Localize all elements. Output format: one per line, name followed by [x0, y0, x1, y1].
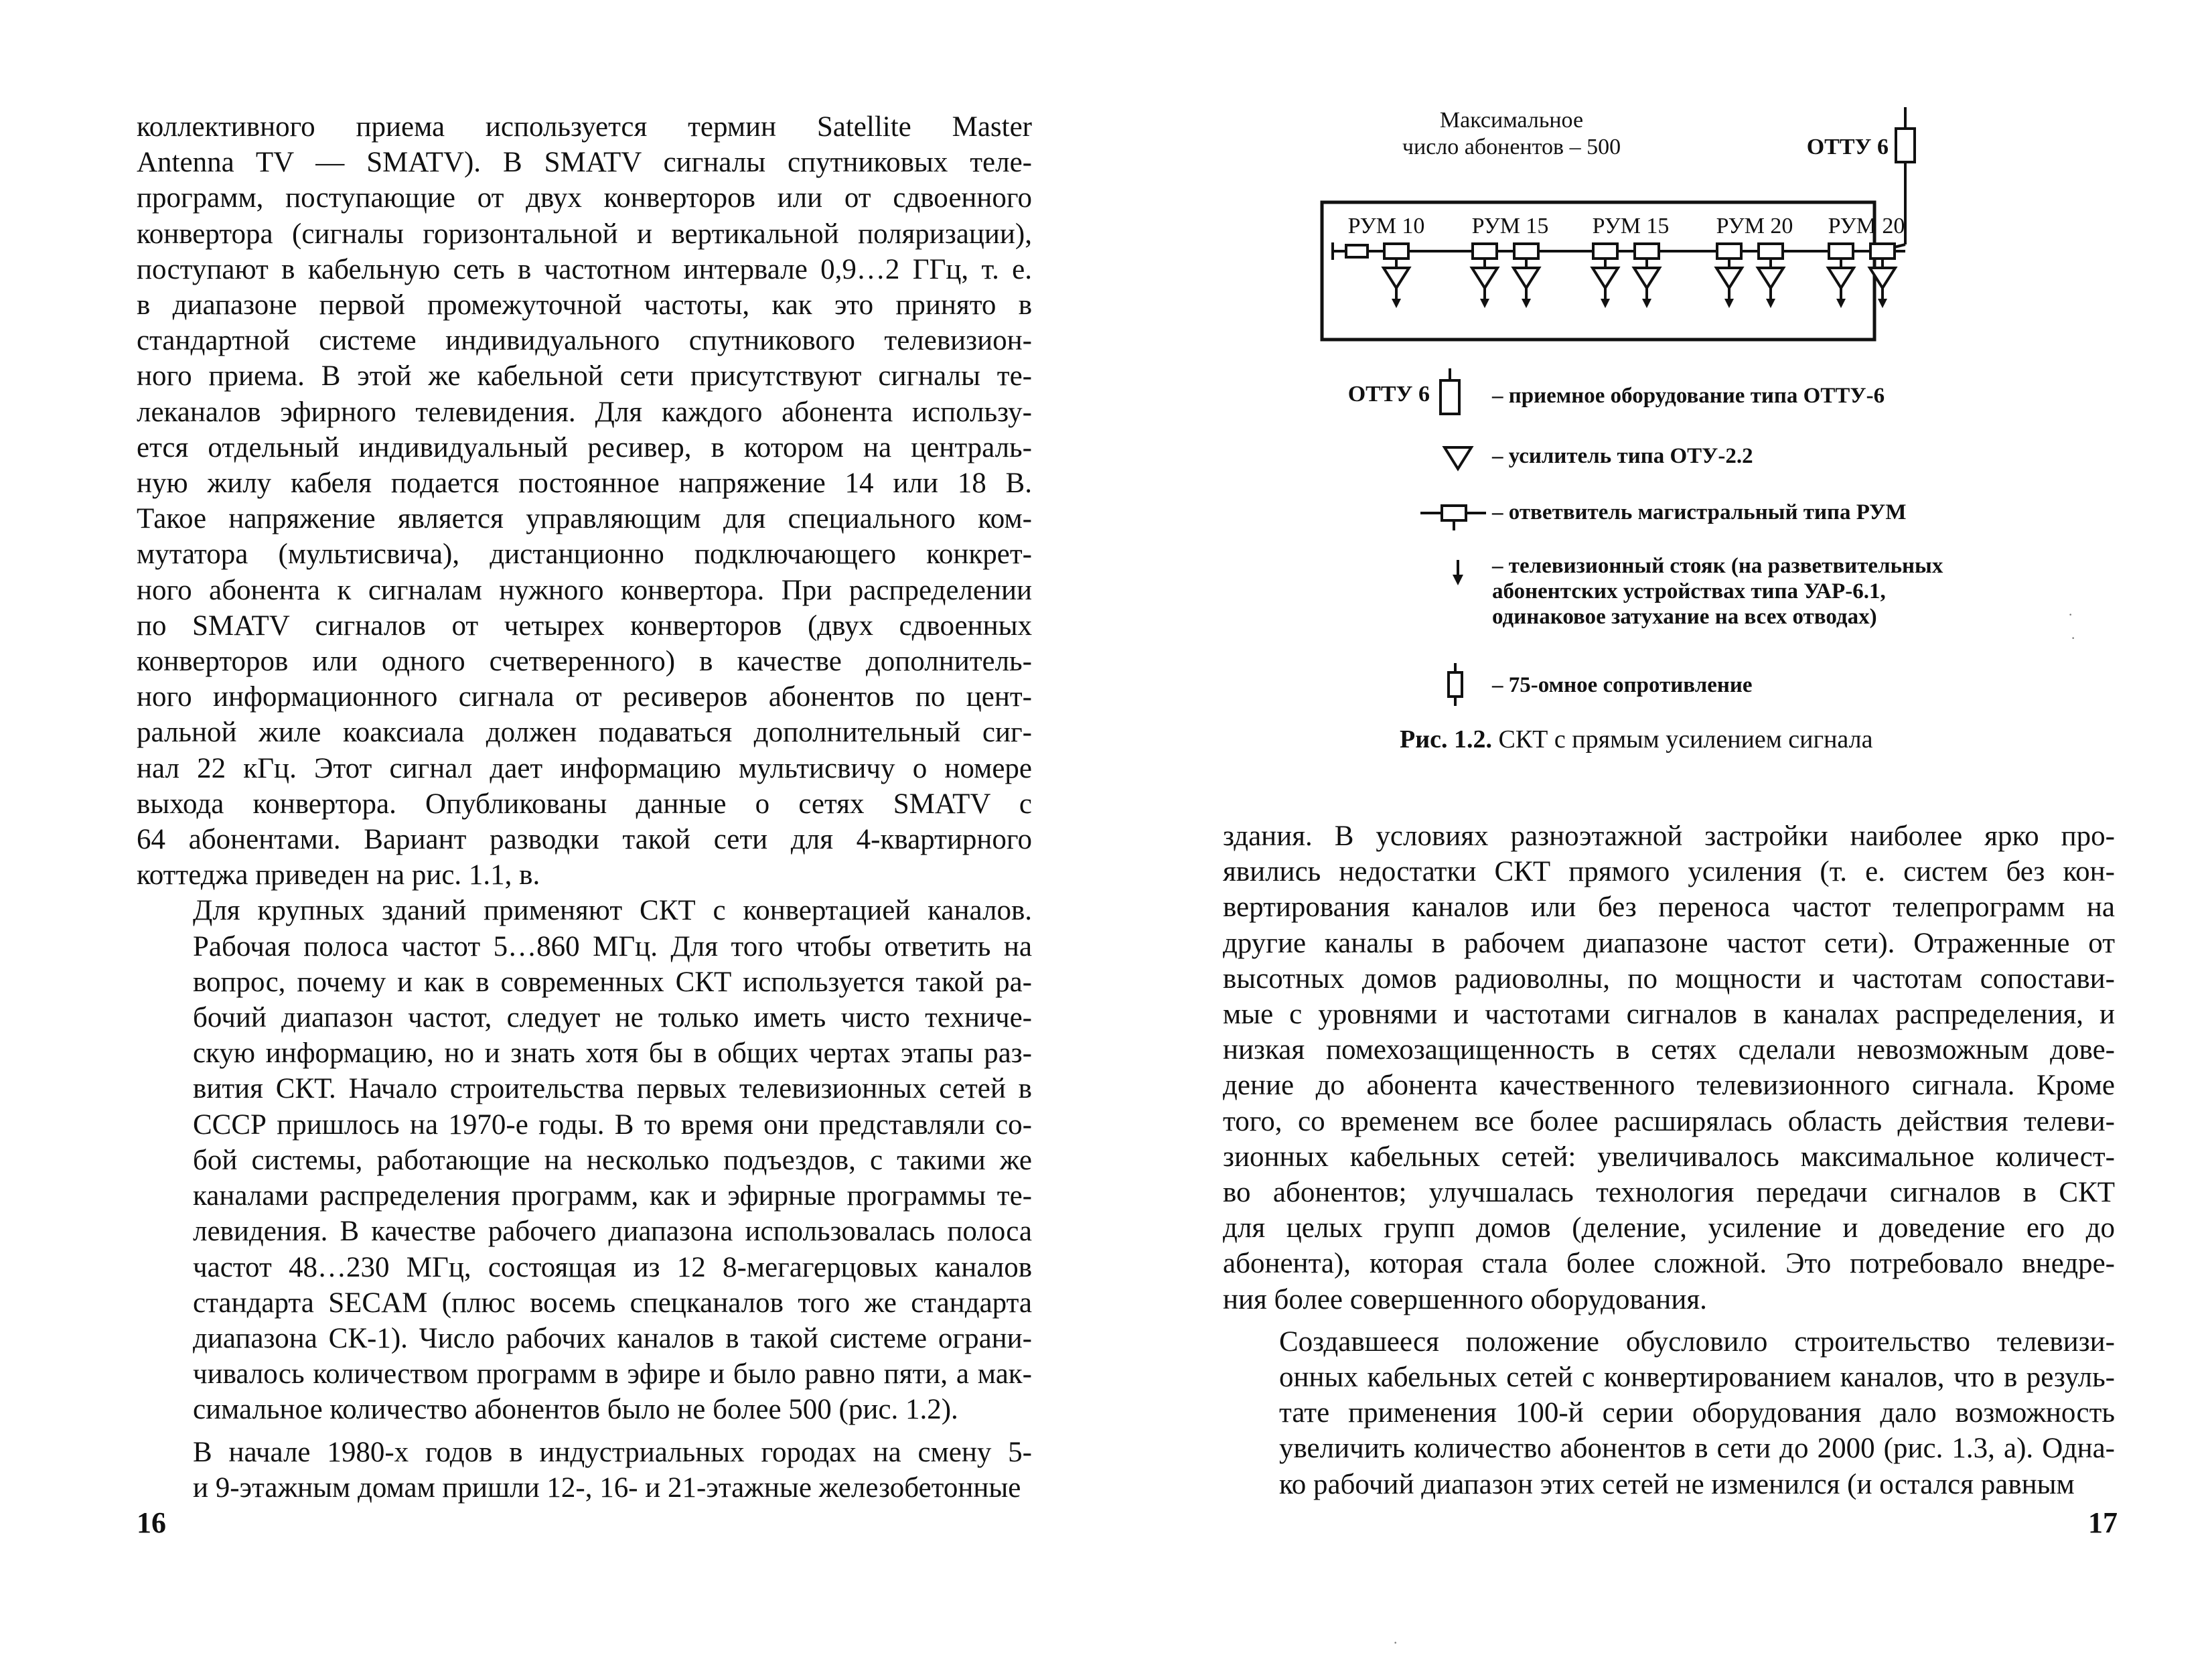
text-line: вития СКТ. Начало строительства первых телевизионных сетей в [193, 1073, 1032, 1105]
text-line: ния более совершенного оборудования. [1223, 1283, 1707, 1315]
text-line: ного приема. В этой же кабельной сети присутствуют сигналы те- [137, 360, 1032, 392]
text-line: низкая помехозащищенность в сетях сделали невозможным дове- [1223, 1034, 2115, 1066]
page-number: 16 [137, 1506, 166, 1539]
riser-arrow-icon [1642, 299, 1651, 308]
text-line: поступают в кабельную сеть в частотном интервале 0,9…2 ГГц, т. е. [137, 253, 1032, 285]
paragraph [1223, 818, 2115, 1317]
rum-label: РУМ 10 [1347, 214, 1425, 238]
text-line: для целых групп домов (деление, усиление и доведение его до [1223, 1212, 2115, 1244]
text-line: дение до абонента качественного телевизионного сигнала. Кроме [1223, 1070, 2115, 1102]
coupler-icon [1634, 244, 1660, 308]
legend-desc-riser-line: одинаковое затухание на всех отводах) [1492, 605, 1877, 629]
text-line: Antenna TV — SMATV). В SMATV сигналы спутниковых теле- [137, 147, 1032, 179]
text-line: здания. В условиях разноэтажной застройки наиболее ярко про- [1223, 820, 2115, 852]
coupler-icon [1384, 244, 1409, 308]
text-line: В начале 1980-х годов в индустриальных городах на смену 5- [193, 1436, 1032, 1468]
receiver-icon [1896, 129, 1915, 162]
max-subscribers-label-2: число абонентов – 500 [1402, 135, 1621, 159]
text-line: выхода конвертора. Опубликованы данные о сетях SMATV с [137, 788, 1032, 820]
text-line: явились недостатки СКТ прямого усиления (т. е. систем без кон- [1223, 856, 2115, 888]
text-line: абонента), которая стала более сложной. Это потребовало внедре- [1223, 1248, 2115, 1280]
text-line: СССР пришлось на 1970-е годы. В то время они представляли со- [193, 1108, 1032, 1141]
amplifier-icon [1384, 268, 1409, 288]
text-line: стандартной системе индивидуального спутникового телевизион- [137, 325, 1032, 357]
text-line: того, со временем все более расширялась область действия телеви- [1223, 1105, 2115, 1137]
text-line: чивалось количеством программ в эфире и было равно пяти, а мак- [193, 1358, 1032, 1390]
text-line: другие каналы в рабочем диапазоне частот сети). Отраженные от [1223, 927, 2115, 959]
paragraph [1223, 1324, 2115, 1502]
coupler-icon [1758, 244, 1783, 308]
coupler-icon [1828, 244, 1854, 308]
figure-caption [1400, 725, 1872, 754]
rum-labels [1348, 214, 1905, 238]
terminator-resistor-icon [1346, 245, 1368, 257]
text-line: мутатора (мультисвича), дистанционно подключающего конкрет- [137, 538, 1032, 571]
text-line: ется отдельный индивидуальный ресивер, в котором на централь- [137, 431, 1032, 463]
scan-speck: · [1393, 1634, 1398, 1651]
figure-1-2 [1316, 100, 2019, 770]
text-line: конверторов или одного счетверенного) в качестве дополнитель- [137, 646, 1032, 678]
amplifier-icon [1593, 268, 1618, 288]
text-line: Такое напряжение является управляющим для специального ком- [137, 503, 1032, 535]
text-line: стандарта SECAM (плюс восемь спецканалов того же стандарта [193, 1287, 1032, 1319]
text-line: онных кабельных сетей с конвертированием каналов, что в резуль- [1279, 1362, 2115, 1394]
coupler-icon [1593, 244, 1618, 308]
text-line: Рабочая полоса частот 5…860 МГц. Для того чтобы ответить на [193, 930, 1032, 962]
text-line: частот 48…230 МГц, состоящая из 12 8-мегагерцовых каналов [193, 1251, 1032, 1283]
page-number: 17 [2088, 1506, 2118, 1539]
coupler-icon [1514, 244, 1539, 308]
scan-speck: · [2068, 606, 2073, 623]
riser-arrow-icon [1522, 299, 1531, 308]
text-line: нал 22 кГц. Этот сигнал дает информацию мультисвичу о номере [137, 752, 1032, 784]
legend-desc-amplifier: – усилитель типа ОТУ-2.2 [1492, 444, 1753, 468]
riser-arrow-icon [1836, 299, 1846, 308]
riser-arrow-icon [1766, 299, 1775, 308]
coupler-group [1384, 244, 1895, 308]
riser-arrow-icon [1878, 299, 1887, 308]
legend-desc-coupler: – ответвитель магистральный типа РУМ [1492, 500, 1907, 524]
amplifier-icon [1758, 268, 1783, 288]
ottu-top-label: ОТТУ 6 [1806, 135, 1889, 159]
text-line: левидения. В качестве рабочего диапазона использовалась полоса [193, 1216, 1032, 1248]
rum-label: РУМ 15 [1471, 214, 1549, 238]
text-line: ного информационного сигнала от ресиверов абонентов по цент- [137, 681, 1032, 713]
text-line: ко рабочий диапазон этих сетей не изменился (и остался равным [1279, 1468, 2075, 1500]
amplifier-icon [1634, 268, 1660, 288]
text-line: ную жилу кабеля подается постоянное напряжение 14 или 18 В. [137, 467, 1032, 500]
text-line: тате применения 100-й серии оборудования дало возможность [1279, 1397, 2115, 1429]
text-line: во абонентов; улучшалась технология передачи сигналов в СКТ [1223, 1177, 2115, 1209]
max-subscribers-label-1: Максимальное [1439, 108, 1584, 133]
riser-arrow-icon [1601, 299, 1610, 308]
text-line: конвертора (сигналы горизонтальной и вертикальной поляризации), [137, 218, 1032, 250]
text-line: и 9-этажным домам пришли 12-, 16- и 21-этажные железобетонные [193, 1471, 1021, 1504]
text-line: коллективного приема используется термин Satellite Master [137, 111, 1032, 143]
legend-desc-riser-line: абонентских устройствах типа УАР-6.1, [1492, 579, 1886, 603]
text-line: вопрос, почему и как в современных СКТ используется такой ра- [193, 966, 1032, 998]
amplifier-icon [1828, 268, 1854, 288]
rum-label: РУМ 20 [1828, 214, 1905, 238]
riser-arrow-icon [1392, 299, 1401, 308]
text-line: скую информацию, но и знать хотя бы в общих чертах этапы раз- [193, 1037, 1032, 1070]
text-line: в диапазоне первой промежуточной частоты, как это принято в [137, 289, 1032, 321]
text-line: по SMATV сигналов от четырех конверторов (двух сдвоенных [137, 609, 1032, 642]
text-line: каналами распределения программ, как и эфирные программы те- [193, 1180, 1032, 1212]
text-line: Для крупных зданий применяют СКТ с конвертацией каналов. [193, 895, 1032, 927]
left-page [0, 0, 1105, 1661]
rum-label: РУМ 20 [1716, 214, 1793, 238]
left-text-column [137, 109, 1032, 1506]
rum-label: РУМ 15 [1592, 214, 1670, 238]
legend-desc-riser [1492, 553, 2014, 630]
text-line: диапазона СК-1). Число рабочих каналов в такой системе ограни- [193, 1322, 1032, 1354]
riser-arrow-icon [1480, 299, 1489, 308]
text-line: леканалов эфирного телевидения. Для каждого абонента использу- [137, 396, 1032, 428]
text-line: бочий диапазон частот, следует не только иметь чисто техниче- [193, 1002, 1032, 1034]
right-text-column [1223, 818, 2115, 1502]
text-line: вертирования каналов или без переноса частот телепрограмм на [1223, 891, 2115, 924]
text-line: коттеджа приведен на рис. 1.1, в. [137, 859, 540, 891]
coupler-icon [1716, 244, 1742, 308]
text-line: симальное количество абонентов было не более 500 (рис. 1.2). [193, 1394, 958, 1426]
text-line: ральной жиле коаксиала должен подаваться дополнительный сиг- [137, 717, 1032, 749]
legend-desc-resistor: – 75-омное сопротивление [1492, 673, 1753, 697]
paragraph [137, 1435, 1032, 1506]
text-line: ного абонента к сигналам нужного конвертора. При распределении [137, 574, 1032, 606]
text-line: Создавшееся положение обусловило строительство телевизи- [1279, 1325, 2115, 1358]
text-line: высотных домов радиоволны, по мощности и частотам сопостави- [1223, 962, 2115, 995]
text-line: бой системы, работающие на несколько подъездов, с такими же [193, 1144, 1032, 1176]
amplifier-icon [1472, 268, 1497, 288]
legend-desc-riser-line: – телевизионный стояк (на разветвительных [1492, 554, 1943, 578]
text-line: 64 абонентами. Вариант разводки такой сети для 4-квартирного [137, 824, 1032, 856]
text-line: программ, поступающие от двух конверторов или от сдвоенного [137, 182, 1032, 214]
caption-number: Рис. 1.2. [1400, 725, 1492, 753]
text-line: мые с уровнями и частотами сигналов в каналах распределения, и [1223, 999, 2115, 1031]
coupler-icon [1472, 244, 1497, 308]
text-line: зионных кабельных сетей: увеличивалось максимальное количест- [1223, 1141, 2115, 1173]
paragraph [137, 893, 1032, 1427]
amplifier-icon [1716, 268, 1742, 288]
legend-desc-receiver: – приемное оборудование типа ОТТУ-6 [1492, 384, 1885, 408]
legend-label-ottu: ОТТУ 6 [1347, 382, 1430, 407]
riser-arrow-icon [1724, 299, 1734, 308]
paragraph [137, 109, 1032, 893]
text-line: увеличить количество абонентов в сети до 2000 (рис. 1.3, а). Одна- [1279, 1433, 2115, 1465]
amplifier-icon [1514, 268, 1539, 288]
caption-text: СКТ с прямым усилением сигнала [1491, 725, 1873, 753]
scan-speck: · [2071, 630, 2076, 646]
